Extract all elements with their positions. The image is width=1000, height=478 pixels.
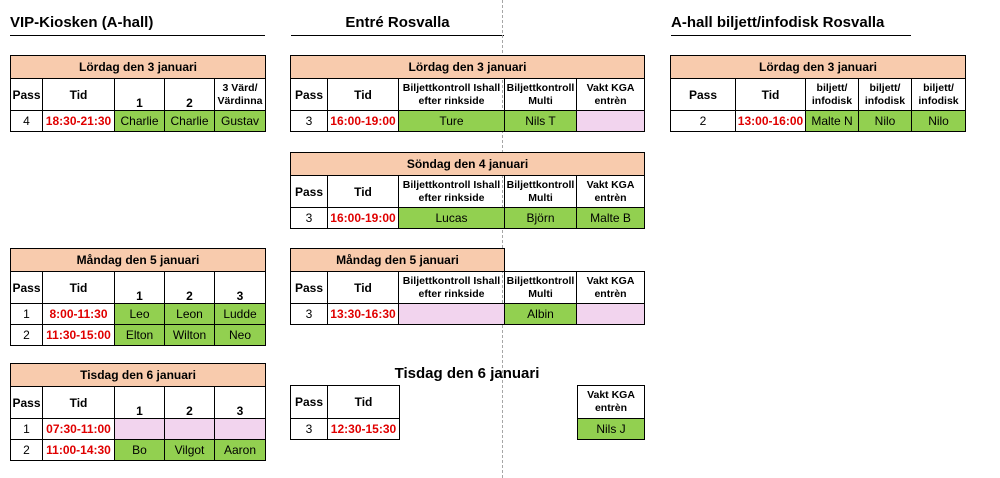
day-header: Lördag den 3 januari [291,56,645,79]
pass-cell: 1 [11,304,43,325]
entre-monday-table [290,248,645,325]
col-header-slot: 3 [215,387,266,419]
name-cell[interactable]: Björn [505,208,577,229]
vip-tuesday-table [10,363,266,461]
day-header: Tisdag den 6 januari [394,365,540,382]
col-header-tid: Tid [328,386,400,419]
pass-cell: 1 [11,419,43,440]
name-cell-empty[interactable] [399,304,505,325]
col-header-pass: Pass [11,387,43,419]
vip-saturday-table [10,55,266,132]
time-cell: 13:30-16:30 [328,304,399,325]
name-cell-empty[interactable] [577,111,645,132]
col-header-vakt: Vakt KGA entrèn [577,272,645,304]
name-cell[interactable]: Lucas [399,208,505,229]
day-header: Söndag den 4 januari [291,153,645,176]
name-cell[interactable]: Elton [115,325,165,346]
col-header-tid: Tid [328,176,399,208]
col-header-slot: 1 [115,272,165,304]
blank-cell [505,249,645,272]
col-header-slot: 3 Värd/ Värdinna [215,79,266,111]
entre-tuesday-table [290,385,400,440]
time-cell: 13:00-16:00 [736,111,806,132]
name-cell[interactable]: Leo [115,304,165,325]
day-header: Måndag den 5 januari [291,249,505,272]
name-cell-empty[interactable] [215,419,266,440]
entre-tuesday-vakt-table [577,385,645,440]
col-header-slot: 1 [115,387,165,419]
day-header: Lördag den 3 januari [671,56,966,79]
col-header-tid: Tid [43,272,115,304]
name-cell[interactable]: Ludde [215,304,266,325]
col-header-vakt: Vakt KGA entrèn [577,176,645,208]
pass-cell: 2 [671,111,736,132]
col-header-pass: Pass [671,79,736,111]
entre-saturday-table [290,55,645,132]
section-title-vip: VIP-Kiosken (A-hall) [10,14,265,36]
pass-cell: 4 [11,111,43,132]
name-cell-empty[interactable] [115,419,165,440]
pass-cell: 3 [291,419,328,440]
col-header-infodisk: biljett/ infodisk [859,79,912,111]
name-cell[interactable]: Ture [399,111,505,132]
col-header-pass: Pass [291,386,328,419]
col-header-slot: 2 [165,272,215,304]
col-header-ishall: Biljettkontroll Ishall efter rinkside [399,79,505,111]
col-header-tid: Tid [736,79,806,111]
time-cell: 12:30-15:30 [328,419,400,440]
col-header-ishall: Biljettkontroll Ishall efter rinkside [399,272,505,304]
day-header: Lördag den 3 januari [11,56,266,79]
name-cell[interactable]: Leon [165,304,215,325]
col-header-slot: 2 [165,79,215,111]
day-header: Tisdag den 6 januari [11,364,266,387]
ahall-saturday-table [670,55,966,132]
section-title-ahall: A-hall biljett/infodisk Rosvalla [671,14,911,36]
col-header-slot: 2 [165,387,215,419]
pass-cell: 3 [291,304,328,325]
name-cell[interactable]: Bo [115,440,165,461]
name-cell[interactable]: Nilo [859,111,912,132]
col-header-infodisk: biljett/ infodisk [912,79,966,111]
col-header-slot: 3 [215,272,266,304]
name-cell[interactable]: Charlie [115,111,165,132]
pass-cell: 2 [11,440,43,461]
vip-monday-table [10,248,266,346]
col-header-tid: Tid [43,387,115,419]
col-header-ishall: Biljettkontroll Ishall efter rinkside [399,176,505,208]
pass-cell: 3 [291,208,328,229]
col-header-tid: Tid [328,272,399,304]
name-cell[interactable]: Aaron [215,440,266,461]
name-cell[interactable]: Charlie [165,111,215,132]
name-cell[interactable]: Albin [505,304,577,325]
col-header-slot: 1 [115,79,165,111]
pass-cell: 3 [291,111,328,132]
col-header-pass: Pass [291,272,328,304]
entre-sunday-table [290,152,645,229]
name-cell[interactable]: Nils J [578,419,645,440]
name-cell[interactable]: Malte B [577,208,645,229]
name-cell[interactable]: Malte N [806,111,859,132]
day-header: Måndag den 5 januari [11,249,266,272]
col-header-multi: Biljettkontroll Multi [505,176,577,208]
section-title-entre: Entré Rosvalla [291,14,504,36]
col-header-pass: Pass [11,79,43,111]
pass-cell: 2 [11,325,43,346]
time-cell: 11:00-14:30 [43,440,115,461]
col-header-multi: Biljettkontroll Multi [505,79,577,111]
name-cell[interactable]: Gustav [215,111,266,132]
name-cell[interactable]: Vilgot [165,440,215,461]
time-cell: 07:30-11:00 [43,419,115,440]
name-cell-empty[interactable] [577,304,645,325]
col-header-infodisk: biljett/ infodisk [806,79,859,111]
name-cell[interactable]: Wilton [165,325,215,346]
col-header-multi: Biljettkontroll Multi [505,272,577,304]
time-cell: 8:00-11:30 [43,304,115,325]
name-cell[interactable]: Nilo [912,111,966,132]
col-header-vakt: Vakt KGA entrèn [578,386,645,419]
col-header-pass: Pass [291,176,328,208]
col-header-pass: Pass [291,79,328,111]
name-cell[interactable]: Nils T [505,111,577,132]
name-cell[interactable]: Neo [215,325,266,346]
time-cell: 11:30-15:00 [43,325,115,346]
time-cell: 16:00-19:00 [328,208,399,229]
col-header-vakt: Vakt KGA entrèn [577,79,645,111]
name-cell-empty[interactable] [165,419,215,440]
col-header-tid: Tid [43,79,115,111]
col-header-pass: Pass [11,272,43,304]
col-header-tid: Tid [328,79,399,111]
time-cell: 18:30-21:30 [43,111,115,132]
time-cell: 16:00-19:00 [328,111,399,132]
